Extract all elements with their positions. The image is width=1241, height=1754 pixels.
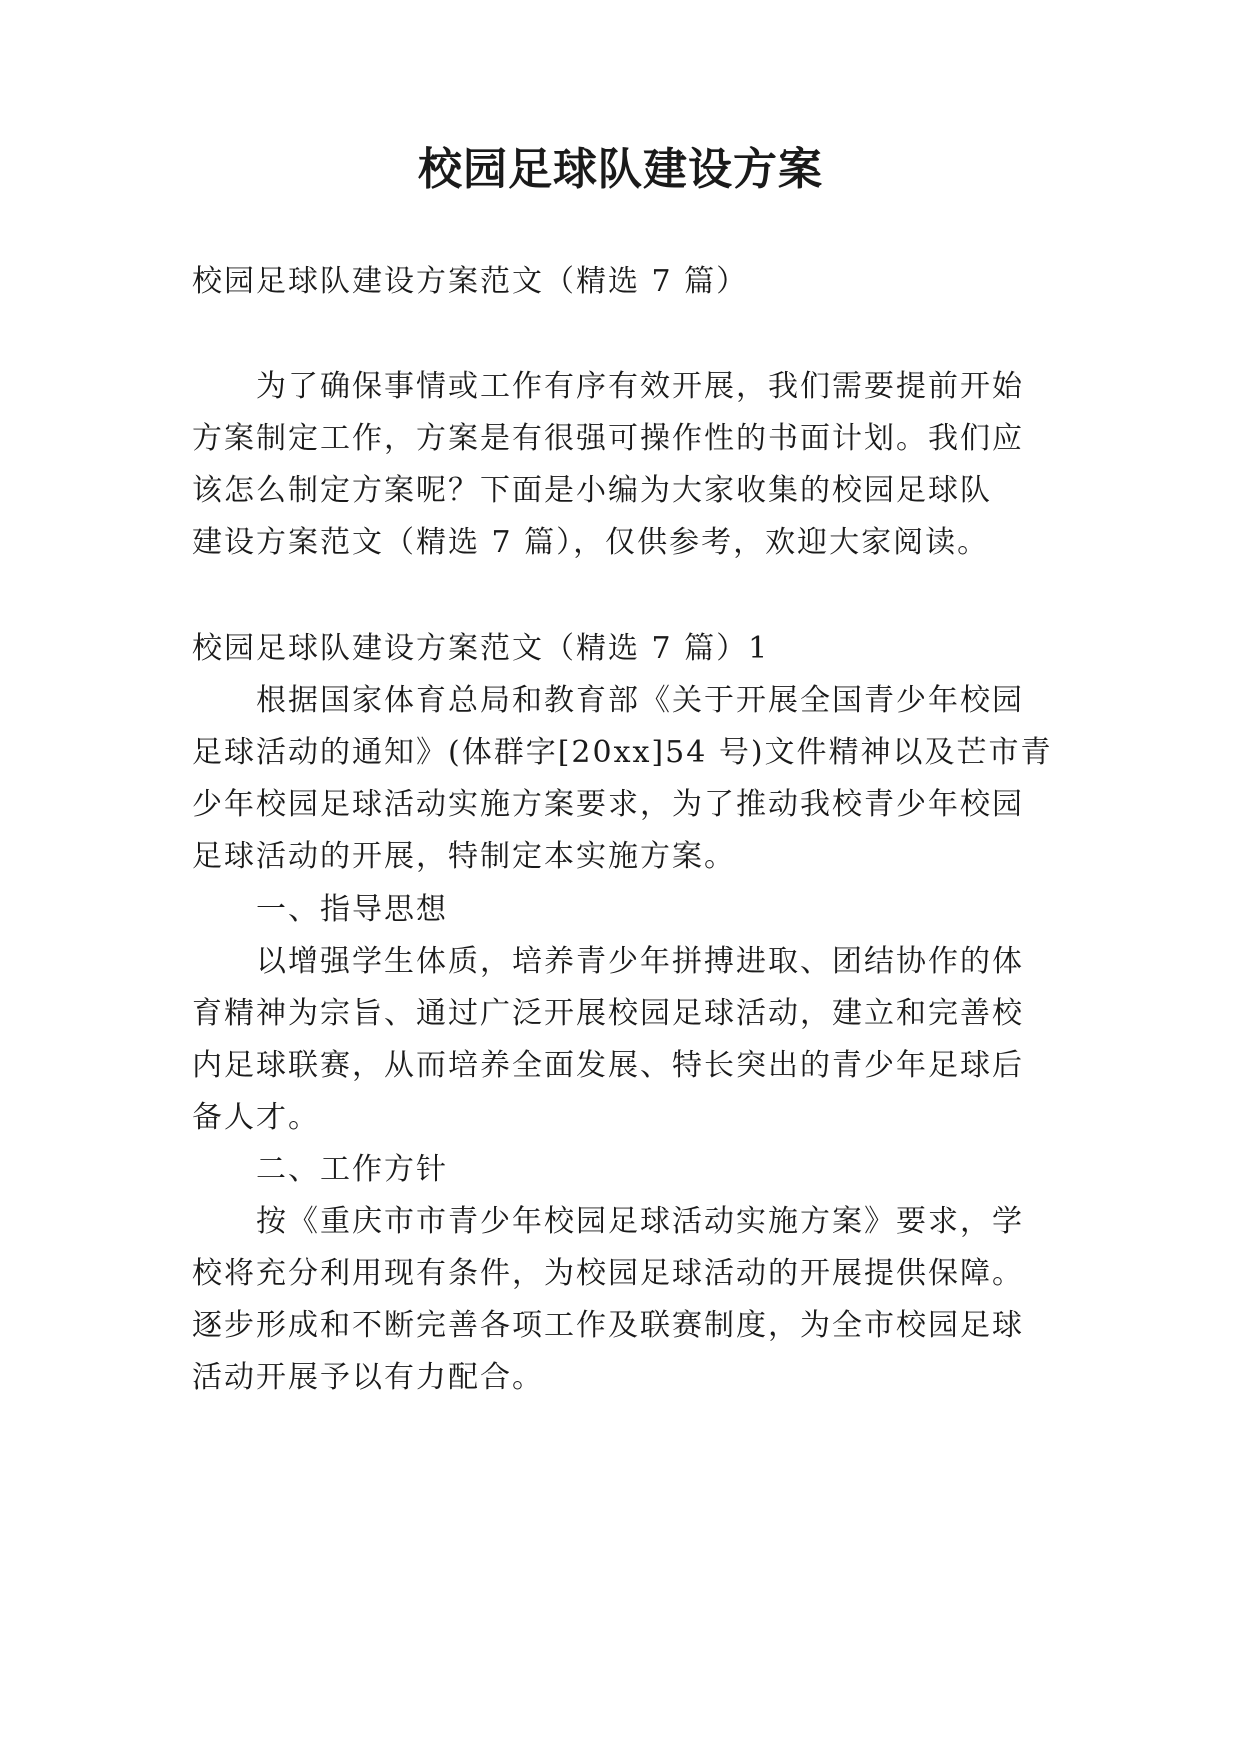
para2-line-1: 以增强学生体质，培养青少年拼搏进取、团结协作的体: [256, 944, 1024, 979]
page-title: 校园足球队建设方案: [418, 144, 823, 195]
para2-line-3: 内足球联赛，从而培养全面发展、特长突出的青少年足球后: [192, 1048, 1024, 1083]
section-heading-1: 校园足球队建设方案范文（精选 7 篇）1: [192, 631, 770, 666]
para3-line-1: 按《重庆市市青少年校园足球活动实施方案》要求，学: [256, 1204, 1024, 1239]
intro-line-2: 方案制定工作，方案是有很强可操作性的书面计划。我们应: [192, 421, 1024, 456]
intro-line-1: 为了确保事情或工作有序有效开展，我们需要提前开始: [256, 369, 1024, 404]
para3-line-2: 校将充分利用现有条件，为校园足球活动的开展提供保障。: [192, 1256, 1024, 1291]
para2-line-4: 备人才。: [192, 1100, 320, 1135]
para2-line-2: 育精神为宗旨、通过广泛开展校园足球活动，建立和完善校: [192, 996, 1024, 1031]
intro-line-4: 建设方案范文（精选 7 篇），仅供参考，欢迎大家阅读。: [192, 525, 990, 560]
heading-work-policy: 二、工作方针: [256, 1152, 448, 1187]
heading-guiding-thought: 一、指导思想: [256, 892, 448, 927]
para1-line-1: 根据国家体育总局和教育部《关于开展全国青少年校园: [256, 683, 1024, 718]
para1-line-4: 足球活动的开展，特制定本实施方案。: [192, 839, 736, 874]
document-subtitle: 校园足球队建设方案范文（精选 7 篇）: [192, 264, 749, 299]
intro-line-3: 该怎么制定方案呢？下面是小编为大家收集的校园足球队: [192, 473, 992, 508]
para1-line-3: 少年校园足球活动实施方案要求，为了推动我校青少年校园: [192, 787, 1024, 822]
para1-line-2: 足球活动的通知》(体群字[20xx]54 号)文件精神以及芒市青: [192, 735, 1053, 770]
para3-line-3: 逐步形成和不断完善各项工作及联赛制度，为全市校园足球: [192, 1308, 1024, 1343]
para3-line-4: 活动开展予以有力配合。: [192, 1360, 544, 1395]
